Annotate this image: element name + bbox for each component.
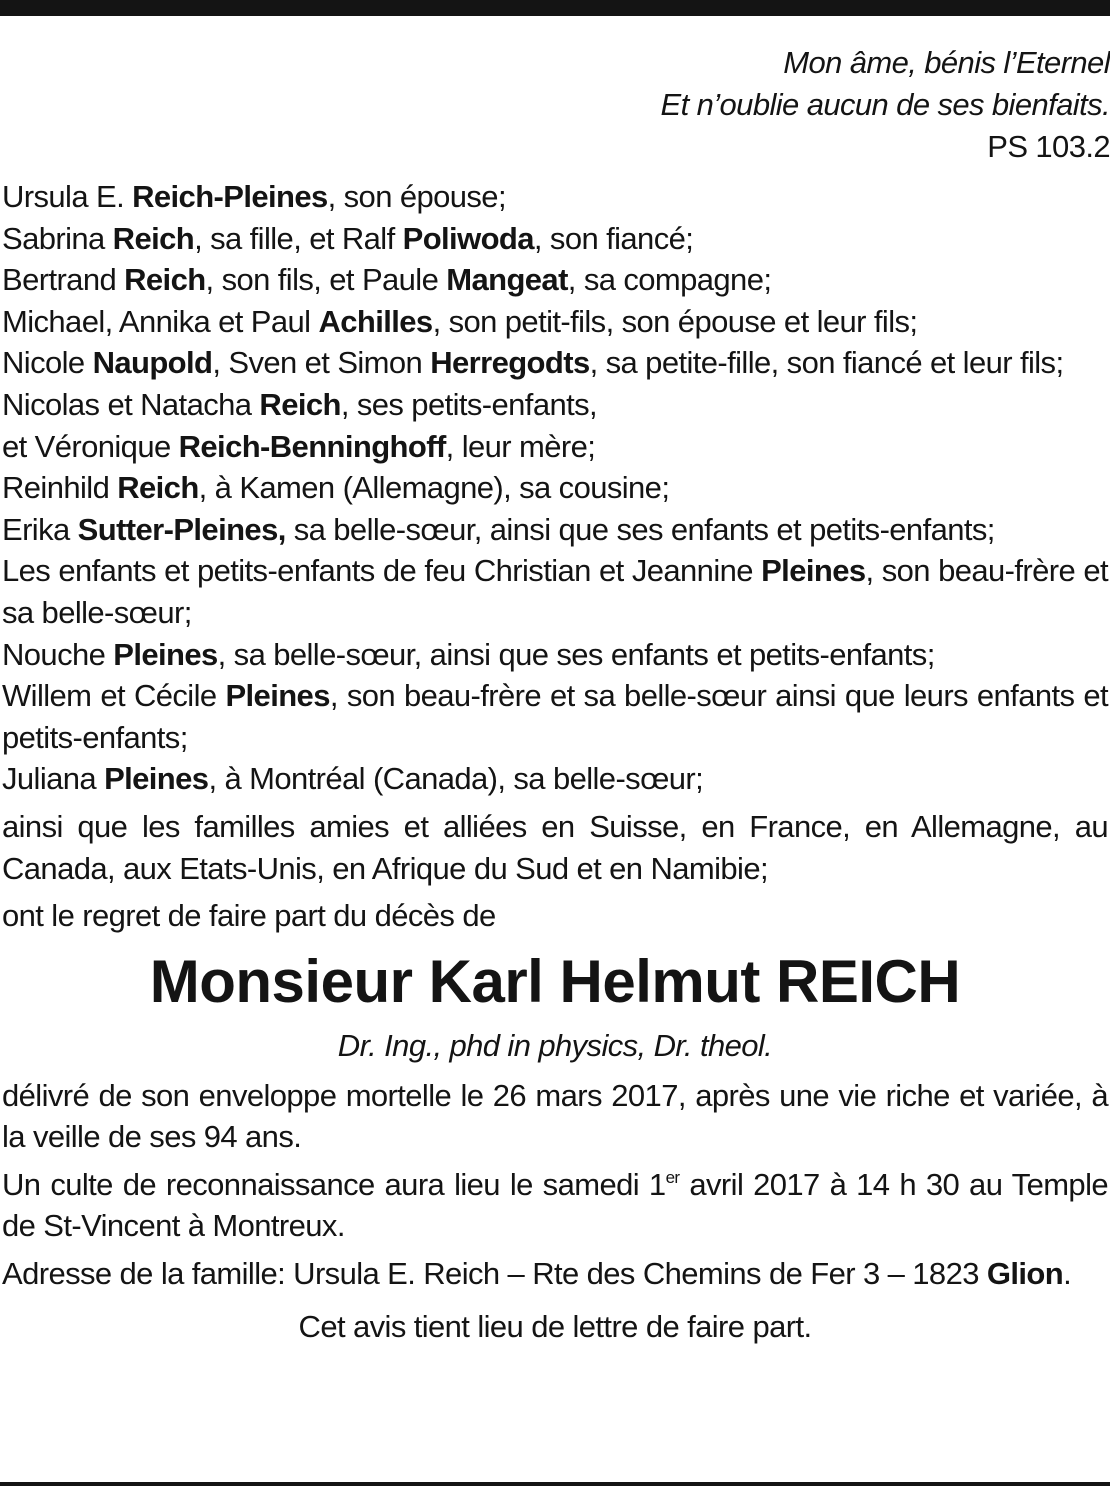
obituary-notice xyxy=(2,42,1108,1351)
mourner-text: , son fiancé; xyxy=(533,220,694,256)
mourner-text: Bertrand xyxy=(2,262,125,298)
mourner-text: Willem et Cécile xyxy=(2,678,226,714)
deceased-titles: Dr. Ing., phd in physics, Dr. theol. xyxy=(337,1027,773,1063)
mourner-line xyxy=(2,342,1108,384)
family-name: Reich xyxy=(124,262,206,298)
family-name: Pleines xyxy=(104,761,209,797)
deceased-name: Monsieur Karl Helmut REICH xyxy=(149,947,961,1015)
top-rule xyxy=(0,0,1110,16)
service-text-end: avril 2017 à 14 h 30 au Temple de St-Vincent à Montreux. xyxy=(2,1166,1109,1244)
regret-text: ont le regret de faire part du décès de xyxy=(2,898,496,934)
mourner-text: , son épouse; xyxy=(327,179,506,214)
mourner-line xyxy=(2,758,1108,800)
mourner-line xyxy=(2,675,1108,758)
mourner-text: Nicole xyxy=(2,345,93,381)
family-name: Herregodts xyxy=(430,345,590,381)
family-name: Sutter-Pleines, xyxy=(77,511,286,547)
family-name: Pleines xyxy=(225,678,330,714)
family-name: Poliwoda xyxy=(402,220,534,256)
death-notice: délivré de son enveloppe mortelle le 26 mars 2017, après une vie riche et variée, à la veille de ses 94 ans. xyxy=(2,1077,1108,1155)
family-name: Reich-Pleines xyxy=(132,179,328,214)
family-name: Reich xyxy=(117,470,199,506)
ordinal-suffix: er xyxy=(665,1167,680,1187)
verse-line-1: Mon âme, bénis l’Eternel xyxy=(783,45,1110,80)
mourner-text: , à Montréal (Canada), sa belle-sœur; xyxy=(208,761,704,797)
mourner-text: Erika xyxy=(2,511,78,547)
family-address xyxy=(2,1253,1108,1295)
family-name: Mangeat xyxy=(446,262,568,298)
mourner-text: sa belle-sœur, ainsi que ses enfants et petits-enfants; xyxy=(285,511,995,547)
mourner-line xyxy=(2,301,1108,343)
family-name: Reich-Benninghoff xyxy=(178,428,446,464)
mourner-text: , sa belle-sœur, ainsi que ses enfants et petits-enfants; xyxy=(217,636,935,672)
address-text: Adresse de la famille: Ursula E. Reich – Rte des Chemins de Fer 3 – 1823 xyxy=(2,1256,987,1292)
mourner-line xyxy=(2,509,1108,551)
service-text-start: Un culte de reconnaissance aura lieu le samedi 1 xyxy=(2,1166,666,1202)
mourner-text: et Véronique xyxy=(2,428,179,464)
family-name: Pleines xyxy=(761,553,866,589)
mourner-text: Ursula E. xyxy=(2,179,133,214)
mourner-line xyxy=(2,426,1108,468)
mourner-text: Sabrina xyxy=(2,220,113,256)
mourner-line xyxy=(2,384,1108,426)
mourner-text: , son beau-frère et sa belle-sœur ainsi que leurs enfants et petits-enfants; xyxy=(2,678,1109,755)
mourner-text: Nicolas et Natacha xyxy=(2,386,260,422)
verse-reference: PS 103.2 xyxy=(987,129,1110,164)
bottom-rule xyxy=(0,1482,1110,1486)
mourner-text: Nouche xyxy=(2,636,114,672)
mourner-text: , sa fille, et Ralf xyxy=(194,220,403,256)
mourner-line xyxy=(2,467,1108,509)
mourner-text: , à Kamen (Allemagne), sa cousine; xyxy=(198,470,670,506)
mourner-text: Juliana xyxy=(2,761,105,797)
mourner-list xyxy=(2,176,1108,800)
service-announcement xyxy=(2,1164,1108,1247)
family-name: Reich xyxy=(112,220,195,256)
mourner-text: Les enfants et petits-enfants de feu Christian et Jeannine xyxy=(2,553,762,589)
family-name: Reich xyxy=(259,386,341,422)
families-paragraph: ainsi que les familles amies et alliées en Suisse, en France, en Allemagne, au Canada, aux Etats-Unis, en Afrique du Sud et en Namibie; xyxy=(2,808,1108,886)
mourner-text: , son petit-fils, son épouse et leur fils; xyxy=(432,303,918,339)
mourner-text: , son beau-frère et sa belle-sœur; xyxy=(2,553,1108,630)
mourner-text: Michael, Annika et Paul xyxy=(2,303,319,339)
mourner-line xyxy=(2,218,1108,260)
mourner-text: Reinhild xyxy=(2,470,118,506)
mourner-line xyxy=(2,550,1108,633)
mourner-text: , sa compagne; xyxy=(567,262,772,298)
address-end: . xyxy=(1063,1256,1072,1292)
mourner-line xyxy=(2,259,1108,301)
mourner-text: , Sven et Simon xyxy=(212,345,431,381)
mourner-line xyxy=(2,176,1108,218)
mourner-text: , ses petits-enfants, xyxy=(340,386,598,422)
mourner-text: , leur mère; xyxy=(445,428,596,464)
mourner-line xyxy=(2,634,1108,676)
family-name: Naupold xyxy=(92,345,213,381)
bible-verse xyxy=(2,42,1110,168)
address-town: Glion xyxy=(986,1256,1064,1292)
family-name: Achilles xyxy=(318,303,433,339)
family-name: Pleines xyxy=(113,636,218,672)
mourner-text: , son fils, et Paule xyxy=(205,262,447,298)
verse-line-2: Et n’oublie aucun de ses bienfaits. xyxy=(660,87,1110,122)
mourner-text: , sa petite-fille, son fiancé et leur fils; xyxy=(589,345,1064,381)
closing-note: Cet avis tient lieu de lettre de faire part. xyxy=(298,1308,812,1344)
